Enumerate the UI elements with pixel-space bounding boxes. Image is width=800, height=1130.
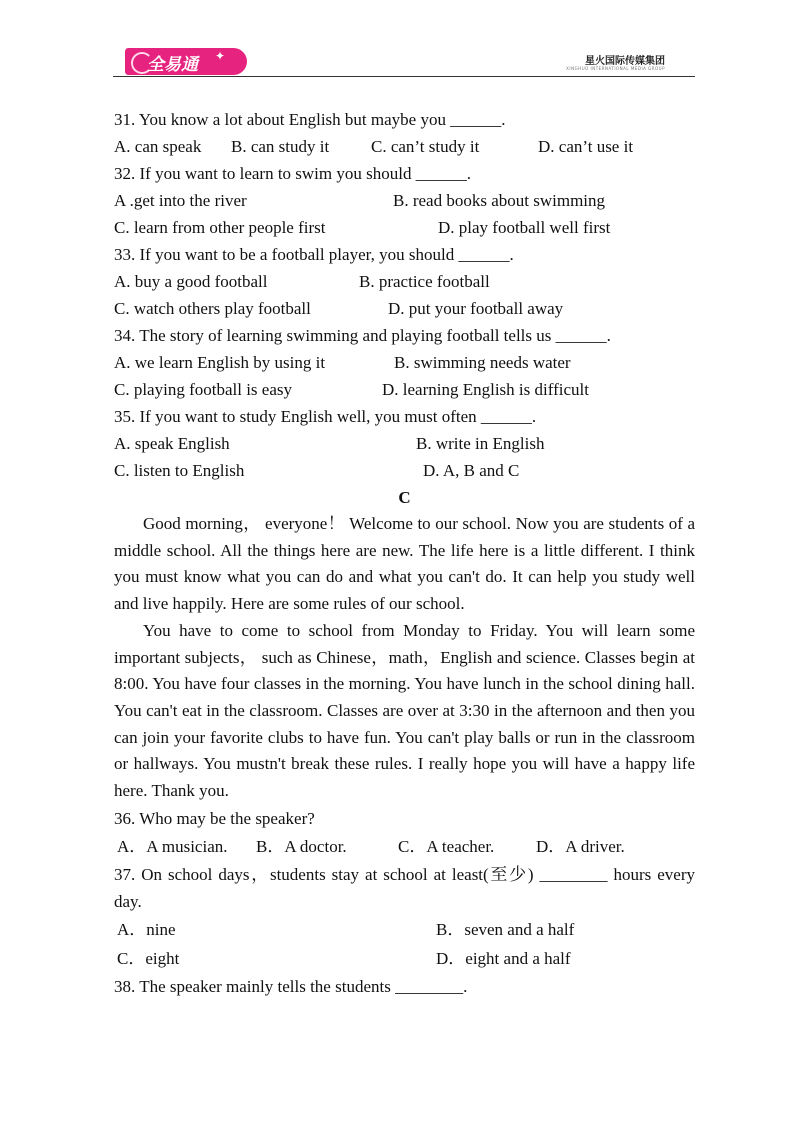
option-b: B. swimming needs water: [394, 353, 571, 372]
option-b: B. can study it: [231, 137, 330, 156]
question-37: 37. On school days，students stay at school at least(至少) ________ hours every day.: [114, 864, 695, 911]
question-33-options-row2: [114, 295, 695, 322]
brand-logo: [125, 48, 247, 75]
option-b: B. read books about swimming: [393, 191, 606, 210]
question-33-options-row1: [114, 268, 695, 295]
option-d: D. play football well first: [438, 218, 611, 237]
question-37-options-row1: [114, 915, 695, 944]
option-c: C. learn from other people first: [114, 218, 326, 237]
question-31-options: [114, 133, 695, 160]
option-d: D. learning English is difficult: [382, 380, 589, 399]
option-b: B．seven and a half: [436, 919, 575, 939]
sparkle-icon: ✦: [214, 49, 225, 63]
question-36: 36. Who may be the speaker?: [114, 808, 315, 828]
question-32-options-row2: [114, 214, 695, 241]
question-33: 33. If you want to be a football player, you should ______.: [114, 245, 514, 264]
page-header: [113, 42, 695, 78]
option-b: B. write in English: [416, 434, 545, 453]
option-b: B．A doctor.: [256, 836, 347, 856]
option-b: B. practice football: [359, 272, 490, 291]
question-35: 35. If you want to study English well, you must often ______.: [114, 407, 537, 426]
question-35-options-row2: [114, 457, 695, 484]
paragraph-1-text: Good morning， everyone！ Welcome to our school. Now you are students of a middle school. All the things here are new. The life here is a little different. I think you must know what you can do and what you can't do. It can help you study well and live happily. Here are some rules of our school.: [114, 514, 695, 614]
passage-paragraph-2: [114, 618, 695, 805]
question-36-options: [114, 833, 695, 861]
publisher-name: 星火国际传媒集团: [585, 56, 665, 67]
question-32-options-row1: [114, 187, 695, 214]
option-a: A．A musician.: [117, 836, 228, 856]
option-a: A．nine: [117, 919, 176, 939]
option-d: D．A driver.: [536, 836, 625, 856]
question-31: 31. You know a lot about English but maybe you ______.: [114, 110, 506, 129]
option-c: C. playing football is easy: [114, 380, 293, 399]
passage-paragraph-1: [114, 511, 695, 618]
option-a: A .get into the river: [114, 191, 247, 210]
option-a: A. speak English: [114, 434, 230, 453]
option-c: C. listen to English: [114, 461, 245, 480]
option-c: C．eight: [117, 948, 180, 968]
option-d: D. A, B and C: [423, 461, 520, 480]
option-c: C. watch others play football: [114, 299, 311, 318]
option-c: C．A teacher.: [398, 836, 495, 856]
question-35-options-row1: [114, 430, 695, 457]
section-c-title: C: [398, 488, 411, 507]
option-d: D. can’t use it: [538, 137, 634, 156]
document-body: [114, 106, 695, 1000]
option-d: D．eight and a half: [436, 948, 571, 968]
question-34-options-row2: [114, 376, 695, 403]
logo-text: 全易通: [147, 55, 198, 75]
option-d: D. put your football away: [388, 299, 564, 318]
question-38: 38. The speaker mainly tells the students ________.: [114, 976, 468, 996]
option-c: C. can’t study it: [371, 137, 480, 156]
question-34-options-row1: [114, 349, 695, 376]
option-a: A. can speak: [114, 137, 202, 156]
question-37-options-row2: [114, 944, 695, 973]
option-a: A. we learn English by using it: [114, 353, 326, 372]
header-divider: [113, 76, 695, 77]
publisher-subtitle: XINGHUO INTERNATIONAL MEDIA GROUP: [566, 66, 665, 71]
question-32: 32. If you want to learn to swim you should ______.: [114, 164, 471, 183]
option-a: A. buy a good football: [114, 272, 268, 291]
paragraph-2-text: You have to come to school from Monday to Friday. You will learn some important subjects， such as Chinese，math，English and science. Classes begin at 8:00. You have four classes in the morning. You have lunch in the school dining hall. You can't eat in the classroom. Classes are over at 3:30 in the afternoon and then you can join your favorite clubs to have fun. You can't play balls or run in the classroom or hallways. You mustn't break these rules. I really hope you will have a happy life here. Thank you.: [114, 620, 695, 801]
question-34: 34. The story of learning swimming and playing football tells us ______.: [114, 326, 611, 345]
